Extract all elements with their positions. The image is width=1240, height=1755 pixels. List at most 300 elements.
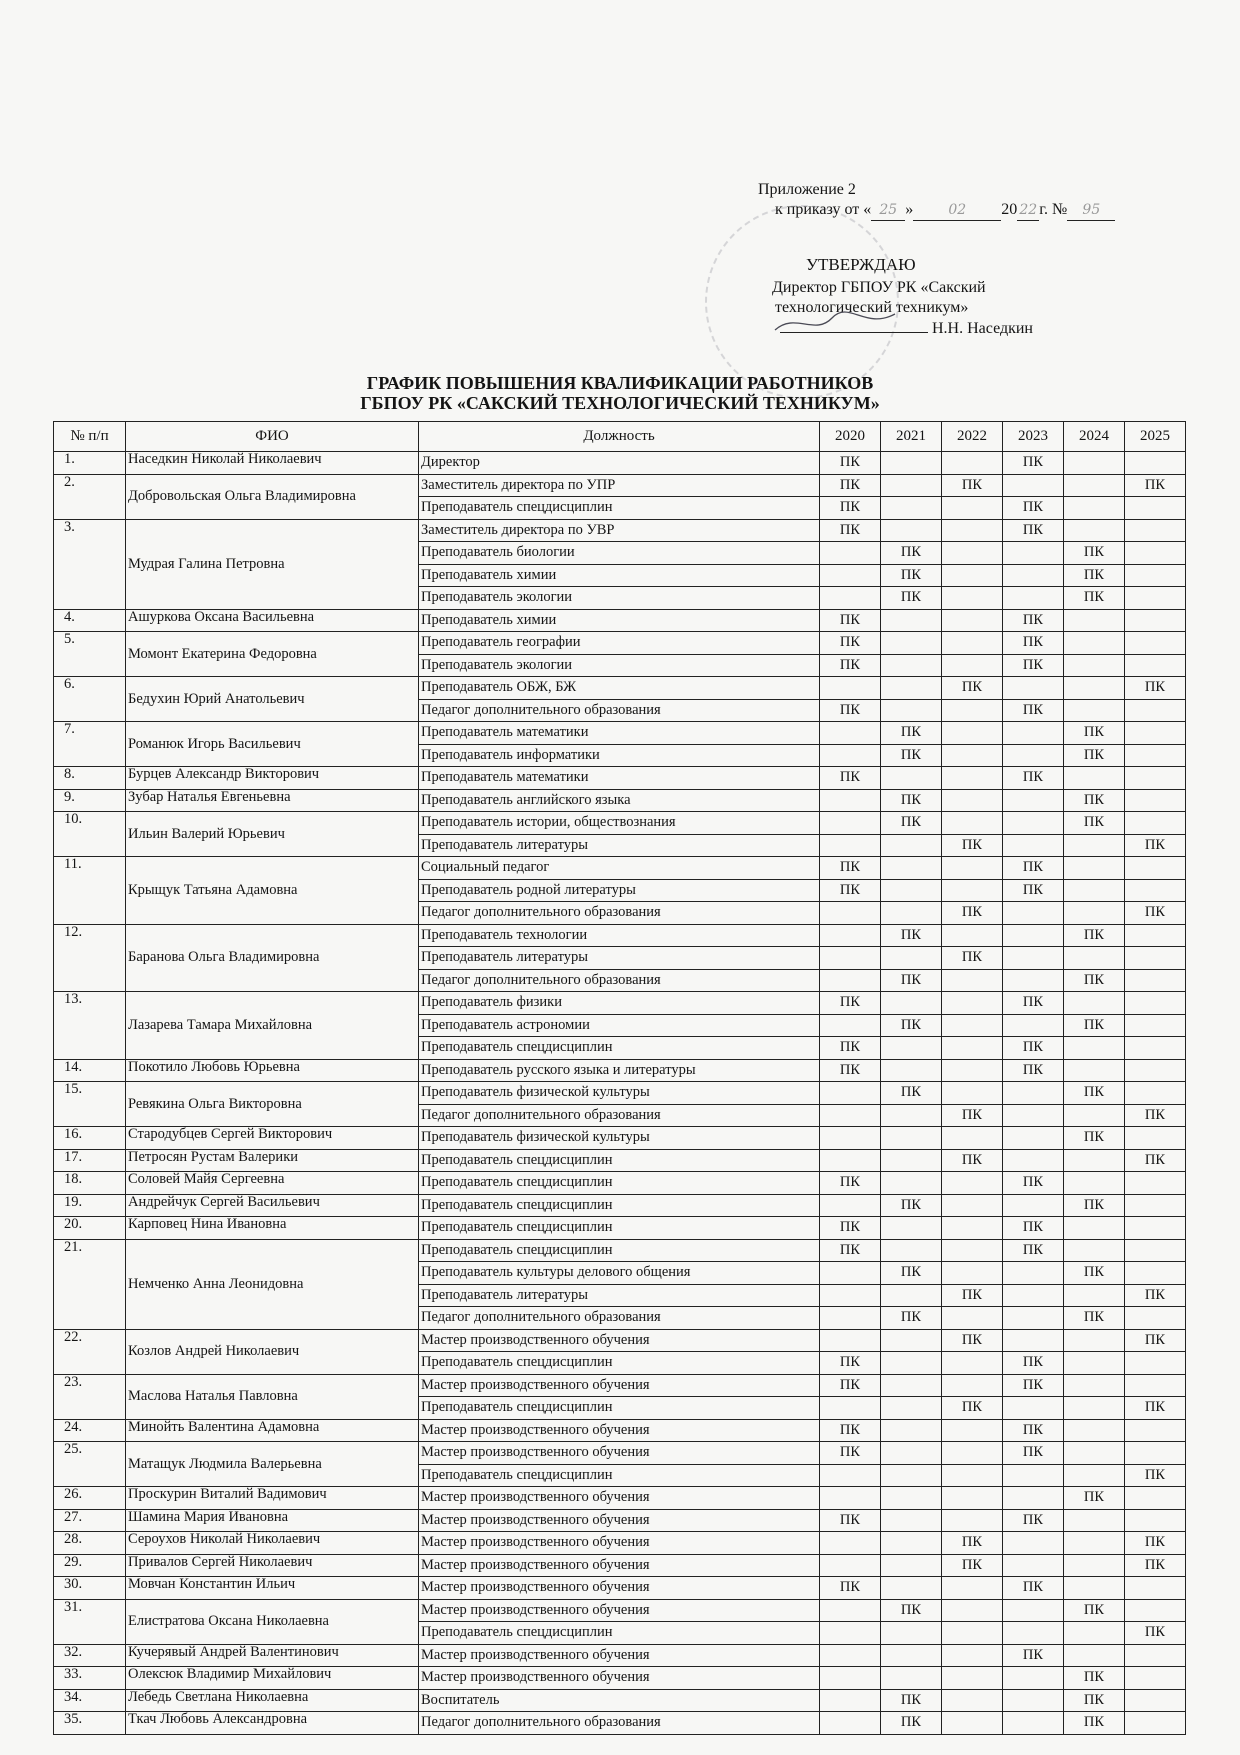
year-mark-cell — [1064, 1149, 1125, 1172]
year-mark-cell: ПК — [1064, 564, 1125, 587]
position-cell: Преподаватель спецдисциплин — [419, 1217, 820, 1240]
year-mark-cell — [1003, 1014, 1064, 1037]
year-mark-cell — [881, 1487, 942, 1510]
year-mark-cell — [1125, 632, 1186, 655]
employee-name: Лебедь Светлана Николаевна — [126, 1689, 419, 1712]
year-mark-cell — [881, 834, 942, 857]
year-mark-cell — [820, 1127, 881, 1150]
year-mark-cell: ПК — [942, 1397, 1003, 1420]
year-mark-cell: ПК — [881, 564, 942, 587]
signatory-name: Н.Н. Наседкин — [932, 320, 1033, 337]
year-mark-cell — [1125, 587, 1186, 610]
order-day: 25 — [871, 201, 905, 221]
year-mark-cell: ПК — [1064, 1127, 1125, 1150]
year-mark-cell — [1064, 677, 1125, 700]
employee-name: Петросян Рустам Валерики — [126, 1149, 419, 1172]
year-mark-cell — [881, 1172, 942, 1195]
year-mark-cell — [942, 879, 1003, 902]
table-row — [54, 789, 1186, 812]
year-mark-cell: ПК — [820, 699, 881, 722]
year-mark-cell — [1125, 744, 1186, 767]
year-mark-cell — [881, 452, 942, 475]
year-mark-cell — [942, 1352, 1003, 1375]
row-number: 3. — [54, 519, 126, 609]
year-mark-cell — [1064, 497, 1125, 520]
table-row — [54, 1712, 1186, 1735]
year-mark-cell — [1125, 609, 1186, 632]
year-mark-cell — [881, 1059, 942, 1082]
year-mark-cell — [942, 1172, 1003, 1195]
row-number: 28. — [54, 1532, 126, 1555]
table-row — [54, 812, 1186, 835]
row-number: 26. — [54, 1487, 126, 1510]
year-mark-cell — [1003, 834, 1064, 857]
position-cell: Преподаватель спецдисциплин — [419, 1149, 820, 1172]
year-mark-cell: ПК — [881, 1262, 942, 1285]
year-mark-cell — [881, 1577, 942, 1600]
position-cell: Преподаватель спецдисциплин — [419, 1352, 820, 1375]
order-number-label: г. № — [1039, 201, 1068, 218]
position-cell: Педагог дополнительного образования — [419, 969, 820, 992]
year-mark-cell — [820, 1284, 881, 1307]
table-row — [54, 1217, 1186, 1240]
year-mark-cell — [820, 677, 881, 700]
year-mark-cell — [820, 1262, 881, 1285]
year-mark-cell — [942, 789, 1003, 812]
year-mark-cell: ПК — [881, 1082, 942, 1105]
year-mark-cell: ПК — [881, 587, 942, 610]
year-mark-cell — [1125, 1307, 1186, 1330]
year-mark-cell — [1064, 632, 1125, 655]
year-mark-cell — [1003, 1487, 1064, 1510]
year-mark-cell — [820, 1149, 881, 1172]
employee-name: Козлов Андрей Николаевич — [126, 1329, 419, 1374]
year-mark-cell — [1125, 1082, 1186, 1105]
year-mark-cell: ПК — [820, 767, 881, 790]
order-month: 02 — [913, 201, 1001, 221]
year-mark-cell — [1064, 992, 1125, 1015]
year-mark-cell: ПК — [1064, 722, 1125, 745]
year-mark-cell — [1125, 1599, 1186, 1622]
year-mark-cell — [881, 1037, 942, 1060]
year-mark-cell: ПК — [1125, 1464, 1186, 1487]
year-mark-cell — [1125, 992, 1186, 1015]
year-mark-cell — [942, 924, 1003, 947]
year-mark-cell: ПК — [820, 1217, 881, 1240]
table-row — [54, 1149, 1186, 1172]
year-mark-cell: ПК — [820, 609, 881, 632]
year-mark-cell — [820, 1464, 881, 1487]
year-mark-cell — [1125, 564, 1186, 587]
year-mark-cell: ПК — [1064, 587, 1125, 610]
employee-name: Ильин Валерий Юрьевич — [126, 812, 419, 857]
employee-name: Романюк Игорь Васильевич — [126, 722, 419, 767]
year-mark-cell — [942, 699, 1003, 722]
position-cell: Преподаватель спецдисциплин — [419, 1037, 820, 1060]
year-mark-cell: ПК — [942, 1104, 1003, 1127]
row-number: 30. — [54, 1577, 126, 1600]
year-mark-cell: ПК — [1125, 834, 1186, 857]
table-row — [54, 1082, 1186, 1105]
year-mark-cell — [1064, 1329, 1125, 1352]
position-cell: Преподаватель спецдисциплин — [419, 1622, 820, 1645]
year-mark-cell: ПК — [1003, 1577, 1064, 1600]
row-number: 12. — [54, 924, 126, 992]
year-mark-cell — [1003, 564, 1064, 587]
year-mark-cell: ПК — [820, 1419, 881, 1442]
table-row — [54, 677, 1186, 700]
year-mark-cell: ПК — [820, 632, 881, 655]
year-mark-cell — [1125, 1352, 1186, 1375]
year-mark-cell: ПК — [1125, 1329, 1186, 1352]
year-mark-cell — [1003, 947, 1064, 970]
year-mark-cell — [1003, 1329, 1064, 1352]
year-mark-cell — [1125, 1014, 1186, 1037]
row-number: 8. — [54, 767, 126, 790]
table-row — [54, 1599, 1186, 1622]
row-number: 33. — [54, 1667, 126, 1690]
year-mark-cell — [820, 542, 881, 565]
year-mark-cell — [1003, 542, 1064, 565]
year-mark-cell: ПК — [1125, 1149, 1186, 1172]
year-mark-cell: ПК — [820, 654, 881, 677]
year-mark-cell — [1064, 1622, 1125, 1645]
year-mark-cell: ПК — [820, 1059, 881, 1082]
year-mark-cell — [942, 1464, 1003, 1487]
year-mark-cell — [881, 1127, 942, 1150]
year-mark-cell: ПК — [1003, 879, 1064, 902]
year-mark-cell — [1003, 924, 1064, 947]
year-mark-cell: ПК — [1064, 1487, 1125, 1510]
row-number: 14. — [54, 1059, 126, 1082]
position-cell: Преподаватель географии — [419, 632, 820, 655]
employee-name: Наседкин Николай Николаевич — [126, 452, 419, 475]
position-cell: Преподаватель химии — [419, 609, 820, 632]
year-mark-cell — [1003, 1532, 1064, 1555]
year-mark-cell — [1064, 1104, 1125, 1127]
year-mark-cell — [1003, 789, 1064, 812]
year-mark-cell — [1125, 1194, 1186, 1217]
row-number: 18. — [54, 1172, 126, 1195]
table-row — [54, 767, 1186, 790]
employee-name: Мовчан Константин Ильич — [126, 1577, 419, 1600]
year-mark-cell: ПК — [881, 1014, 942, 1037]
year-mark-cell — [820, 1667, 881, 1690]
year-mark-cell — [881, 497, 942, 520]
position-cell: Преподаватель русского языка и литературы — [419, 1059, 820, 1082]
year-mark-cell — [1064, 902, 1125, 925]
table-header-row — [54, 422, 1186, 452]
year-mark-cell — [820, 1194, 881, 1217]
year-mark-cell: ПК — [881, 1307, 942, 1330]
year-mark-cell: ПК — [881, 789, 942, 812]
table-row — [54, 722, 1186, 745]
year-mark-cell — [881, 1667, 942, 1690]
year-mark-cell: ПК — [820, 1239, 881, 1262]
year-mark-cell — [942, 1374, 1003, 1397]
year-mark-cell — [942, 1037, 1003, 1060]
year-mark-cell: ПК — [881, 1599, 942, 1622]
position-cell: Педагог дополнительного образования — [419, 699, 820, 722]
year-mark-cell — [1125, 1217, 1186, 1240]
year-mark-cell: ПК — [1003, 519, 1064, 542]
year-mark-cell — [1064, 1239, 1125, 1262]
table-body — [54, 452, 1186, 1735]
employee-name: Елистратова Оксана Николаевна — [126, 1599, 419, 1644]
year-mark-cell — [942, 722, 1003, 745]
employee-name: Зубар Наталья Евгеньевна — [126, 789, 419, 812]
year-mark-cell — [820, 1104, 881, 1127]
approval-heading: УТВЕРЖДАЮ — [806, 255, 916, 274]
year-mark-cell — [1064, 1037, 1125, 1060]
row-number: 22. — [54, 1329, 126, 1374]
position-cell: Мастер производственного обучения — [419, 1487, 820, 1510]
year-mark-cell — [820, 1082, 881, 1105]
table-row — [54, 1667, 1186, 1690]
row-number: 2. — [54, 474, 126, 519]
year-mark-cell: ПК — [1064, 1262, 1125, 1285]
year-mark-cell — [881, 1352, 942, 1375]
year-mark-cell: ПК — [1064, 542, 1125, 565]
year-mark-cell: ПК — [942, 474, 1003, 497]
year-mark-cell: ПК — [1003, 452, 1064, 475]
year-mark-cell — [1125, 542, 1186, 565]
employee-name: Момонт Екатерина Федоровна — [126, 632, 419, 677]
year-mark-cell — [881, 1104, 942, 1127]
year-mark-cell — [1125, 1037, 1186, 1060]
year-mark-cell: ПК — [1064, 1307, 1125, 1330]
header-year-2025: 2025 — [1125, 422, 1186, 452]
table-row — [54, 1172, 1186, 1195]
year-mark-cell — [1003, 1689, 1064, 1712]
year-mark-cell: ПК — [942, 1532, 1003, 1555]
year-mark-cell: ПК — [881, 969, 942, 992]
year-mark-cell — [1125, 1374, 1186, 1397]
year-mark-cell — [1125, 947, 1186, 970]
year-mark-cell — [881, 654, 942, 677]
year-mark-cell — [942, 1599, 1003, 1622]
year-mark-cell: ПК — [820, 1577, 881, 1600]
position-cell: Мастер производственного обучения — [419, 1329, 820, 1352]
order-year-prefix: 20 — [1001, 201, 1018, 218]
year-mark-cell — [942, 857, 1003, 880]
year-mark-cell — [820, 924, 881, 947]
table-row — [54, 1509, 1186, 1532]
year-mark-cell: ПК — [1003, 699, 1064, 722]
row-number: 24. — [54, 1419, 126, 1442]
year-mark-cell — [1064, 857, 1125, 880]
table-row — [54, 857, 1186, 880]
order-mid: » — [905, 201, 914, 218]
year-mark-cell — [820, 789, 881, 812]
row-number: 13. — [54, 992, 126, 1060]
year-mark-cell — [942, 1644, 1003, 1667]
year-mark-cell — [1003, 1104, 1064, 1127]
year-mark-cell: ПК — [881, 1194, 942, 1217]
year-mark-cell: ПК — [1003, 1352, 1064, 1375]
year-mark-cell: ПК — [1064, 1599, 1125, 1622]
employee-name: Крыщук Татьяна Адамовна — [126, 857, 419, 925]
table-row — [54, 1532, 1186, 1555]
position-cell: Преподаватель ОБЖ, БЖ — [419, 677, 820, 700]
year-mark-cell: ПК — [1003, 1509, 1064, 1532]
training-schedule-table — [53, 421, 1186, 1735]
position-cell: Преподаватель астрономии — [419, 1014, 820, 1037]
title-line2: ГБПОУ РК «САКСКИЙ ТЕХНОЛОГИЧЕСКИЙ ТЕХНИКУМ» — [360, 393, 880, 413]
position-cell: Заместитель директора по УПР — [419, 474, 820, 497]
employee-name: Стародубцев Сергей Викторович — [126, 1127, 419, 1150]
year-mark-cell — [1064, 1374, 1125, 1397]
position-cell: Мастер производственного обучения — [419, 1509, 820, 1532]
year-mark-cell — [1064, 1217, 1125, 1240]
table-row — [54, 1194, 1186, 1217]
year-mark-cell: ПК — [881, 812, 942, 835]
year-mark-cell — [1125, 767, 1186, 790]
table-row — [54, 1329, 1186, 1352]
position-cell: Преподаватель информатики — [419, 744, 820, 767]
year-mark-cell — [881, 632, 942, 655]
year-mark-cell — [1003, 812, 1064, 835]
year-mark-cell — [1064, 1442, 1125, 1465]
year-mark-cell — [1125, 1487, 1186, 1510]
year-mark-cell — [881, 992, 942, 1015]
position-cell: Мастер производственного обучения — [419, 1374, 820, 1397]
year-mark-cell — [820, 1712, 881, 1735]
year-mark-cell — [881, 879, 942, 902]
row-number: 15. — [54, 1082, 126, 1127]
table-row — [54, 1689, 1186, 1712]
employee-name: Маслова Наталья Павловна — [126, 1374, 419, 1419]
year-mark-cell: ПК — [1064, 924, 1125, 947]
year-mark-cell — [1125, 722, 1186, 745]
year-mark-cell — [1003, 1284, 1064, 1307]
year-mark-cell — [942, 1239, 1003, 1262]
employee-name: Бурцев Александр Викторович — [126, 767, 419, 790]
approval-position-line2: технологический техникум» — [775, 299, 969, 316]
year-mark-cell: ПК — [820, 474, 881, 497]
row-number: 19. — [54, 1194, 126, 1217]
year-mark-cell — [942, 1689, 1003, 1712]
year-mark-cell: ПК — [1125, 1554, 1186, 1577]
year-mark-cell — [1125, 1712, 1186, 1735]
year-mark-cell — [881, 1374, 942, 1397]
table-row — [54, 1577, 1186, 1600]
year-mark-cell — [820, 1487, 881, 1510]
position-cell: Мастер производственного обучения — [419, 1419, 820, 1442]
employee-name: Кучерявый Андрей Валентинович — [126, 1644, 419, 1667]
year-mark-cell — [820, 969, 881, 992]
year-mark-cell: ПК — [1125, 474, 1186, 497]
year-mark-cell — [1125, 519, 1186, 542]
signature-scribble — [770, 308, 900, 338]
year-mark-cell — [1003, 1667, 1064, 1690]
header-number: № п/п — [54, 422, 126, 452]
employee-name: Олексюк Владимир Михайлович — [126, 1667, 419, 1690]
position-cell: Преподаватель истории, обществознания — [419, 812, 820, 835]
year-mark-cell — [1003, 1712, 1064, 1735]
position-cell: Заместитель директора по УВР — [419, 519, 820, 542]
row-number: 29. — [54, 1554, 126, 1577]
year-mark-cell — [1064, 1532, 1125, 1555]
document-title — [0, 373, 1240, 413]
order-reference — [775, 200, 1115, 221]
year-mark-cell — [820, 902, 881, 925]
year-mark-cell — [820, 834, 881, 857]
year-mark-cell: ПК — [881, 542, 942, 565]
table-row — [54, 1487, 1186, 1510]
order-year-suffix: 22 — [1017, 201, 1039, 221]
appendix-label: Приложение 2 — [758, 181, 856, 198]
year-mark-cell: ПК — [1064, 969, 1125, 992]
year-mark-cell: ПК — [1003, 1217, 1064, 1240]
year-mark-cell — [1064, 1554, 1125, 1577]
position-cell: Преподаватель спецдисциплин — [419, 1464, 820, 1487]
year-mark-cell — [1125, 1442, 1186, 1465]
year-mark-cell — [1125, 1667, 1186, 1690]
row-number: 32. — [54, 1644, 126, 1667]
year-mark-cell: ПК — [1125, 1397, 1186, 1420]
row-number: 35. — [54, 1712, 126, 1735]
year-mark-cell — [820, 564, 881, 587]
year-mark-cell: ПК — [820, 519, 881, 542]
position-cell: Преподаватель спецдисциплин — [419, 1239, 820, 1262]
row-number: 34. — [54, 1689, 126, 1712]
year-mark-cell: ПК — [820, 879, 881, 902]
employee-name: Баранова Ольга Владимировна — [126, 924, 419, 992]
year-mark-cell — [942, 1127, 1003, 1150]
year-mark-cell — [1125, 699, 1186, 722]
title-line1: ГРАФИК ПОВЫШЕНИЯ КВАЛИФИКАЦИИ РАБОТНИКОВ — [366, 373, 874, 393]
employee-name: Шамина Мария Ивановна — [126, 1509, 419, 1532]
header-year-2023: 2023 — [1003, 422, 1064, 452]
header-position: Должность — [419, 422, 820, 452]
year-mark-cell — [942, 1577, 1003, 1600]
year-mark-cell — [881, 1464, 942, 1487]
year-mark-cell — [1064, 1059, 1125, 1082]
year-mark-cell — [881, 947, 942, 970]
year-mark-cell — [942, 1622, 1003, 1645]
year-mark-cell — [820, 1554, 881, 1577]
year-mark-cell — [1125, 497, 1186, 520]
year-mark-cell — [1064, 1464, 1125, 1487]
year-mark-cell — [1064, 609, 1125, 632]
year-mark-cell: ПК — [820, 1509, 881, 1532]
year-mark-cell — [1003, 677, 1064, 700]
year-mark-cell — [942, 1712, 1003, 1735]
year-mark-cell — [1125, 1172, 1186, 1195]
position-cell: Преподаватель химии — [419, 564, 820, 587]
year-mark-cell: ПК — [942, 947, 1003, 970]
year-mark-cell — [1125, 1509, 1186, 1532]
year-mark-cell — [1125, 1059, 1186, 1082]
position-cell: Преподаватель технологии — [419, 924, 820, 947]
employee-name: Матащук Людмила Валерьевна — [126, 1442, 419, 1487]
year-mark-cell — [1125, 452, 1186, 475]
year-mark-cell — [942, 632, 1003, 655]
year-mark-cell — [1064, 1577, 1125, 1600]
year-mark-cell — [881, 857, 942, 880]
year-mark-cell — [1064, 1284, 1125, 1307]
year-mark-cell: ПК — [942, 902, 1003, 925]
position-cell: Социальный педагог — [419, 857, 820, 880]
row-number: 4. — [54, 609, 126, 632]
year-mark-cell — [1064, 1419, 1125, 1442]
table-row — [54, 474, 1186, 497]
header-year-2021: 2021 — [881, 422, 942, 452]
year-mark-cell — [1003, 587, 1064, 610]
year-mark-cell: ПК — [1003, 1419, 1064, 1442]
year-mark-cell — [1125, 654, 1186, 677]
